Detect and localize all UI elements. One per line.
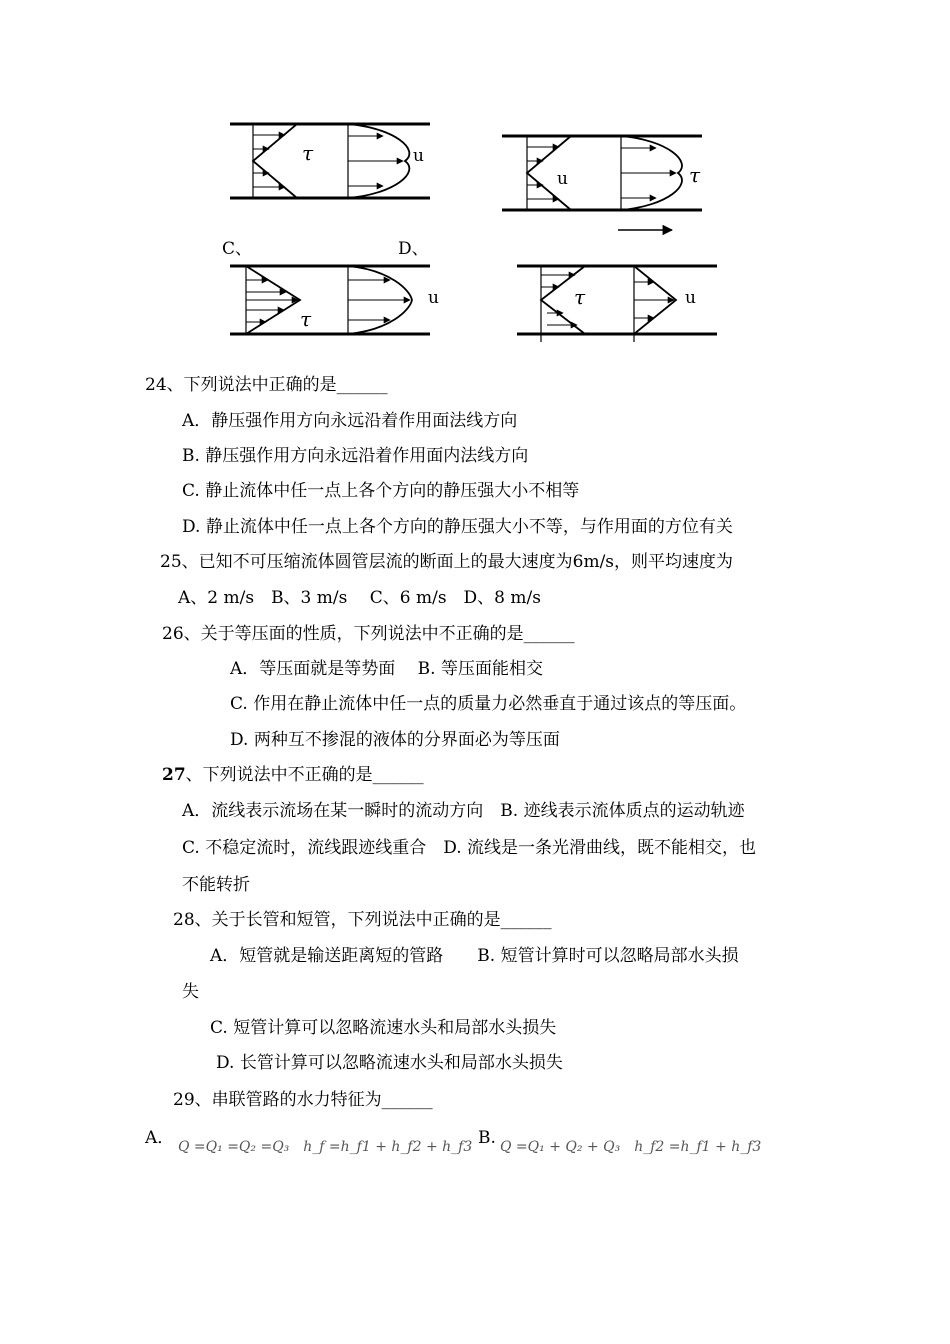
q29-option-b-label: B.	[478, 1128, 496, 1148]
diagram-b	[502, 136, 702, 230]
q28-option-ab-cont: 失	[182, 982, 199, 1002]
q26-stem: 26、关于等压面的性质，下列说法中不正确的是______	[162, 624, 575, 644]
tau-symbol: τ	[300, 307, 312, 331]
q27-option-cd: C. 不稳定流时，流线跟迹线重合 D. 流线是一条光滑曲线，既不能相交，也	[182, 838, 757, 858]
q27-stem-text: 、下列说法中不正确的是______	[185, 765, 424, 785]
q28-option-ab: A．短管就是输送距离短的管路 B. 短管计算时可以忽略局部水头损	[210, 946, 739, 966]
q27-option-ab: A．流线表示流场在某一瞬时的流动方向 B. 迹线表示流体质点的运动轨迹	[182, 801, 745, 821]
q29-option-b-formula: Q =Q₁ + Q₂ + Q₃ h_f2 =h_f1 + h_f3	[500, 1139, 762, 1155]
diagram-c	[230, 266, 430, 334]
u-symbol: u	[557, 169, 568, 189]
q24-stem: 24、下列说法中正确的是______	[145, 375, 388, 395]
q26-option-d: D. 两种互不掺混的液体的分界面必为等压面	[230, 730, 560, 750]
u-symbol: u	[413, 146, 424, 166]
tau-symbol: τ	[302, 141, 314, 165]
q28-option-d: D. 长管计算可以忽略流速水头和局部水头损失	[216, 1053, 563, 1073]
q27-stem	[162, 763, 424, 787]
q28-option-c: C. 短管计算可以忽略流速水头和局部水头损失	[210, 1018, 557, 1038]
u-symbol: u	[428, 288, 439, 308]
q25-stem: 25、已知不可压缩流体圆管层流的断面上的最大速度为6m/s，则平均速度为	[160, 552, 734, 572]
figure-label-d: D、	[398, 239, 429, 259]
q26-option-ab: A．等压面就是等势面 B. 等压面能相交	[230, 659, 543, 679]
tau-symbol: τ	[574, 285, 586, 309]
diagram-a	[230, 124, 430, 198]
q27-number: 27	[162, 765, 186, 785]
q29-option-a-formula: Q =Q₁ =Q₂ =Q₃ h_f =h_f1 + h_f2 + h_f3	[178, 1139, 473, 1155]
q24-option-a: A．静压强作用方向永远沿着作用面法线方向	[182, 411, 518, 431]
q27-option-cd-cont: 不能转折	[182, 875, 250, 895]
q24-option-d: D. 静止流体中任一点上各个方向的静压强大小不等，与作用面的方位有关	[182, 517, 733, 537]
figure-label-c: C、	[222, 239, 253, 259]
q24-option-b: B. 静压强作用方向永远沿着作用面内法线方向	[182, 446, 529, 466]
q25-options: A、2 m/s B、3 m/s C、6 m/s D、8 m/s	[178, 588, 541, 608]
tau-symbol: τ	[689, 163, 701, 187]
velocity-shear-diagrams	[0, 0, 950, 360]
q24-option-c: C. 静止流体中任一点上各个方向的静压强大小不相等	[182, 481, 580, 501]
q29-stem: 29、串联管路的水力特征为______	[173, 1090, 433, 1110]
q28-stem: 28、关于长管和短管，下列说法中正确的是______	[173, 910, 552, 930]
u-symbol: u	[685, 288, 696, 308]
q29-option-a-label: A．	[145, 1128, 175, 1148]
q26-option-c: C. 作用在静止流体中任一点的质量力必然垂直于通过该点的等压面。	[230, 694, 747, 714]
